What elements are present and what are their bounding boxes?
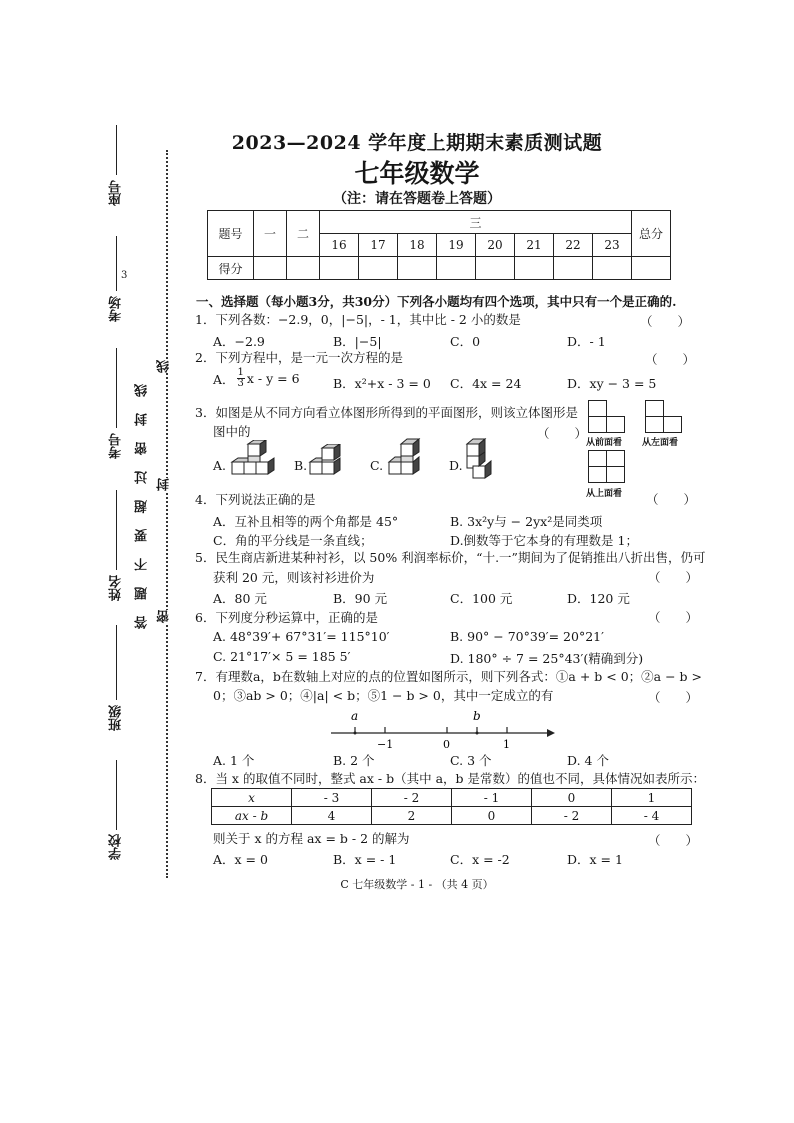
q8-row2-cell: 4 xyxy=(292,807,372,825)
qnum-17: 17 xyxy=(359,234,398,257)
q8-option-b[interactable]: B．x = - 1 xyxy=(333,852,397,867)
score-cell[interactable] xyxy=(593,257,632,280)
q3-option-b-cubes xyxy=(306,444,350,480)
top-view-caption: 从上面看 xyxy=(586,489,623,499)
qnum-20: 20 xyxy=(476,234,515,257)
q6-stem: 6．下列度分秒运算中，正确的是 xyxy=(195,610,378,625)
left-view-caption: 从左面看 xyxy=(642,438,679,448)
q4-option-d[interactable]: D.倒数等于它本身的有理数是 1； xyxy=(450,533,638,548)
q1-option-a[interactable]: A．−2.9 xyxy=(213,334,265,349)
room-label: 考场 xyxy=(109,296,124,322)
sec3-header: 三 xyxy=(320,211,632,234)
q7-option-b[interactable]: B. 2 个 xyxy=(333,753,375,768)
q2-option-c[interactable]: C．4x = 24 xyxy=(450,376,522,391)
q5-option-c[interactable]: C．100 元 xyxy=(450,591,513,606)
q4-option-a[interactable]: A．互补且相等的两个角都是 45° xyxy=(213,514,399,529)
q8-row2-cell: 2 xyxy=(372,807,452,825)
q8-row1-cell: - 3 xyxy=(292,789,372,807)
sealing-line xyxy=(166,150,168,878)
q7-label-a: a xyxy=(351,709,359,723)
q5-option-a[interactable]: A．80 元 xyxy=(213,591,267,606)
section-1-heading: 一、选择题（每小题3分，共30分）下列各小题均有四个选项，其中只有一个是正确的. xyxy=(196,294,677,309)
q3-option-b[interactable]: B. xyxy=(294,458,308,473)
q7-stem-line2: 0；③ab > 0；④|a| < b；⑤1 − b > 0，其中一定成立的有 xyxy=(213,688,554,703)
q4-paren: （ ） xyxy=(646,492,697,507)
q1-stem: 1．下列各数：−2.9，0，|−5|，- 1，其中比 - 2 小的数是 xyxy=(195,312,521,327)
q5-option-d[interactable]: D．120 元 xyxy=(567,591,630,606)
q8-row2-cell: - 4 xyxy=(612,807,692,825)
q2-a-rest: x - y = 6 xyxy=(246,371,300,386)
q8-option-a[interactable]: A．x = 0 xyxy=(213,852,268,867)
q2-option-b[interactable]: B．x²+x - 3 = 0 xyxy=(333,376,431,391)
q8-row2-cell: - 2 xyxy=(532,807,612,825)
q7-option-d[interactable]: D. 4 个 xyxy=(567,753,609,768)
score-label: 得分 xyxy=(208,257,254,280)
q3-paren: （ ） xyxy=(537,426,588,441)
score-cell[interactable] xyxy=(359,257,398,280)
q7-option-a[interactable]: A. 1 个 xyxy=(213,753,255,768)
q8-value-table xyxy=(211,788,692,825)
q6-option-b[interactable]: B. 90° − 70°39′= 20°21′ xyxy=(450,629,604,644)
q3-option-a-cubes xyxy=(228,440,278,480)
q1-option-c[interactable]: C．0 xyxy=(450,334,481,349)
seal-seal-char: 封 xyxy=(157,478,172,491)
q7-option-c[interactable]: C. 3 个 xyxy=(450,753,492,768)
school-underline xyxy=(116,760,117,830)
score-cell[interactable] xyxy=(398,257,437,280)
q4-option-b[interactable]: B. 3x²y与 − 2yx²是同类项 xyxy=(450,514,603,529)
sec1-header: 一 xyxy=(254,211,287,257)
page-footer: C 七年级数学 - 1 - （共 4 页） xyxy=(340,878,494,891)
q7-paren: （ ） xyxy=(648,690,699,705)
score-cell[interactable] xyxy=(320,257,359,280)
q8-stem: 8．当 x 的取值不同时，整式 ax - b（其中 a，b 是常数）的值也不同，具体情况如表所示： xyxy=(195,771,705,786)
total-header: 总分 xyxy=(632,211,671,257)
exam-no-underline xyxy=(116,348,117,428)
qnum-18: 18 xyxy=(398,234,437,257)
score-cell[interactable] xyxy=(554,257,593,280)
q6-paren: （ ） xyxy=(648,610,699,625)
score-cell[interactable] xyxy=(437,257,476,280)
q7-tick-minus1: −1 xyxy=(377,738,394,751)
q8-option-d[interactable]: D．x = 1 xyxy=(567,852,623,867)
q8-row2-label: ax - b xyxy=(212,807,292,825)
q4-option-c[interactable]: C．角的平分线是一条直线； xyxy=(213,533,373,548)
q7-label-b: b xyxy=(473,709,481,723)
q8-option-c[interactable]: C．x = -2 xyxy=(450,852,510,867)
name-underline xyxy=(116,490,117,570)
q8-row1-cell: 1 xyxy=(612,789,692,807)
q7-number-line xyxy=(325,705,555,751)
score-cell[interactable] xyxy=(254,257,287,280)
class-underline xyxy=(116,625,117,700)
q3-stem-line1: 3．如图是从不同方向看立体图形所得到的平面图形，则该立体图形是 xyxy=(195,405,578,420)
q8-row1-cell: 0 xyxy=(532,789,612,807)
q7-tick-0: 0 xyxy=(443,738,450,751)
seat-label: 座号 xyxy=(109,180,124,206)
q2-option-a[interactable] xyxy=(213,368,300,389)
exam-title: 2023—2024 学年度上期期末素质测试题 xyxy=(231,132,603,154)
q2-a-denominator: 3 xyxy=(237,378,244,389)
score-cell[interactable] xyxy=(476,257,515,280)
q2-a-numerator: 1 xyxy=(237,367,244,378)
q8-row1-cell: - 2 xyxy=(372,789,452,807)
room-underline xyxy=(116,236,117,291)
q5-option-b[interactable]: B．90 元 xyxy=(333,591,388,606)
q8-stem-line2: 则关于 x 的方程 ax = b - 2 的解为 xyxy=(213,831,410,846)
answer-note: （注：请在答题卷上答题） xyxy=(333,191,501,207)
q4-stem: 4．下列说法正确的是 xyxy=(195,492,316,507)
q7-tick-1: 1 xyxy=(503,738,510,751)
score-table xyxy=(207,210,671,280)
room-mark: 3 xyxy=(121,270,128,281)
row-label: 题号 xyxy=(208,211,254,257)
q3-option-c[interactable]: C. xyxy=(370,458,384,473)
q8-row2-cell: 0 xyxy=(452,807,532,825)
score-cell[interactable] xyxy=(287,257,320,280)
q8-row1-label: x xyxy=(212,789,292,807)
q6-option-a[interactable]: A. 48°39′+ 67°31′= 115°10′ xyxy=(213,629,390,644)
sealing-warning: 答题不要超过密封线 xyxy=(135,368,150,629)
subject-title: 七年级数学 xyxy=(354,159,480,188)
q6-option-c[interactable]: C. 21°17′× 5 = 185 5′ xyxy=(213,649,351,664)
front-view-figure xyxy=(588,400,626,432)
q5-stem-line1: 5．民生商店新进某种衬衫，以 50% 利润率标价，“十.一”期间为了促销推出八折出售，仍可 xyxy=(195,550,706,565)
q5-paren: （ ） xyxy=(648,570,699,585)
seal-line-char: 线 xyxy=(157,360,172,373)
q5-stem-line2: 获利 20 元，则该衬衫进价为 xyxy=(213,570,375,585)
sec2-header: 二 xyxy=(287,211,320,257)
q8-row1-cell: - 1 xyxy=(452,789,532,807)
q2-paren: （ ） xyxy=(645,352,696,367)
qnum-23: 23 xyxy=(593,234,632,257)
q3-stem-line2: 图中的 xyxy=(213,424,251,439)
top-view-figure xyxy=(588,450,626,482)
qnum-21: 21 xyxy=(515,234,554,257)
q1-paren: （ ） xyxy=(640,314,691,329)
q3-option-d-cubes xyxy=(461,438,501,484)
score-cell[interactable] xyxy=(515,257,554,280)
school-label: 学校 xyxy=(109,834,124,860)
qnum-22: 22 xyxy=(554,234,593,257)
q3-option-a[interactable]: A. xyxy=(213,458,227,473)
front-view-caption: 从前面看 xyxy=(586,438,623,448)
qnum-19: 19 xyxy=(437,234,476,257)
q8-paren: （ ） xyxy=(648,833,699,848)
q3-option-c-cubes xyxy=(381,438,427,480)
exam-no-label: 考号 xyxy=(109,433,124,459)
score-cell[interactable] xyxy=(632,257,671,280)
q6-option-d[interactable]: D. 180° ÷ 7 = 25°43′(精确到分) xyxy=(450,651,644,666)
left-view-figure xyxy=(645,400,683,432)
q7-stem-line1: 7．有理数a，b在数轴上对应的点的位置如图所示，则下列各式：①a + b < 0；②a − b > xyxy=(195,669,702,684)
qnum-16: 16 xyxy=(320,234,359,257)
q3-option-d[interactable]: D. xyxy=(449,458,463,473)
name-label: 姓名 xyxy=(109,575,124,601)
q1-option-d[interactable]: D．- 1 xyxy=(567,334,606,349)
seal-secret-char: 密 xyxy=(157,610,172,623)
q2-stem: 2．下列方程中，是一元一次方程的是 xyxy=(195,350,403,365)
q2-option-d[interactable]: D．xy − 3 = 5 xyxy=(567,376,657,391)
class-label: 班级 xyxy=(109,705,124,731)
q2-a-fraction xyxy=(237,368,245,389)
q1-option-b[interactable]: B．|−5| xyxy=(333,334,382,349)
q2-a-prefix: A． xyxy=(213,371,235,387)
